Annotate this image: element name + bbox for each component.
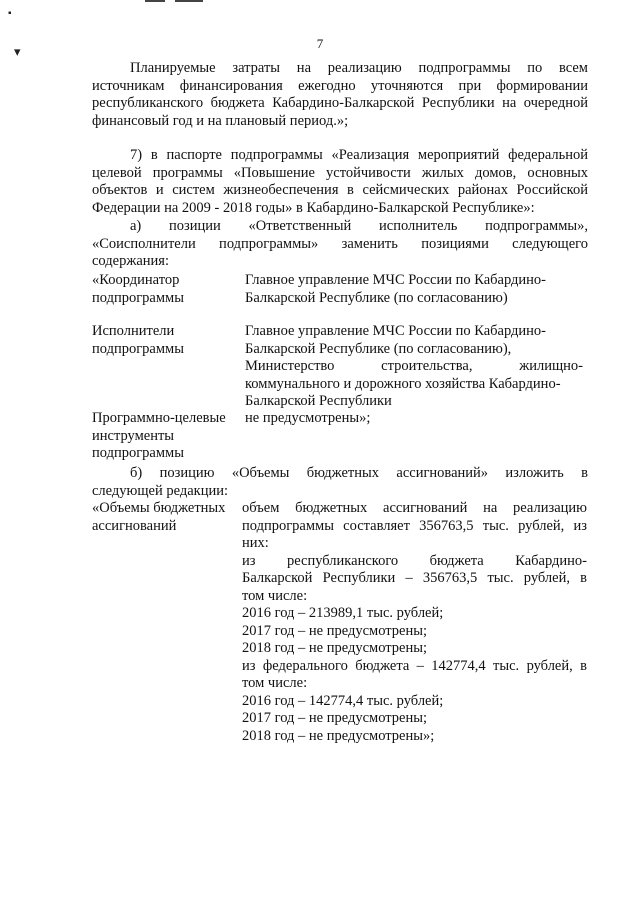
value-line: Балкарской Республике (по согласованию) <box>245 289 508 306</box>
value-line: объем бюджетных ассигнований на реализацию <box>242 500 587 516</box>
text-line: 7) в паспорте подпрограммы «Реализация мероприятий федеральной <box>130 147 588 163</box>
text-line: целевой программы «Повышение устойчивости жилых домов, основных <box>92 164 588 181</box>
label-line: инструменты <box>92 427 175 444</box>
value-line: 2018 год – не предусмотрены»; <box>242 727 435 744</box>
text-line: «Соисполнители подпрограммы» заменить позициями следующего <box>92 235 588 252</box>
value-line: 2017 год – не предусмотрены; <box>242 710 428 726</box>
text-line: а) позиции «Ответственный исполнитель подпрограммы», <box>130 218 588 234</box>
value-line: Министерство строительства, жилищно- <box>245 358 583 374</box>
text-line: республиканского бюджета Кабардино-Балкарской Республики на очередной <box>92 95 588 111</box>
value-line: не предусмотрены»; <box>245 410 371 426</box>
row-value <box>245 410 583 428</box>
value-line: 2017 год – не предусмотрены; <box>242 622 428 639</box>
scan-artifact-mark: ▾ <box>14 44 21 59</box>
paragraph-passport <box>92 147 588 217</box>
row-label <box>92 323 242 358</box>
text-line: объектов и систем жизнеобеспечения в сейсмических районах Российской <box>92 182 588 198</box>
text-line: содержания: <box>92 253 170 269</box>
label-line: Программно-целевые <box>92 410 226 426</box>
label-line: подпрограммы <box>92 445 184 461</box>
value-line: том числе: <box>242 587 308 604</box>
label-line: Исполнители <box>92 323 175 339</box>
paragraph-planned-costs <box>92 60 588 130</box>
value-line: 2016 год – 213989,1 тыс. рублей; <box>242 605 444 621</box>
value-line: 2016 год – 142774,4 тыс. рублей; <box>242 692 444 709</box>
text-line: Планируемые затраты на реализацию подпрограммы по всем <box>130 60 588 76</box>
value-line: из республиканского бюджета Кабардино- <box>242 552 587 569</box>
value-line: Главное управление МЧС России по Кабардино- <box>245 323 547 339</box>
scan-artifact-mark: ▪ <box>8 8 12 19</box>
text-line: б) позицию «Объемы бюджетных ассигнований» изложить в <box>130 465 588 481</box>
scan-artifact-line <box>175 0 203 2</box>
value-line: Балкарской Республики <box>245 393 392 409</box>
value-line: из федерального бюджета – 142774,4 тыс. рублей, в <box>242 657 587 674</box>
value-line: них: <box>242 535 269 551</box>
text-line: следующей редакции: <box>92 482 229 499</box>
row-value <box>245 272 583 307</box>
label-line: «Координатор <box>92 272 180 288</box>
value-line: 2018 год – не предусмотрены; <box>242 640 428 656</box>
scan-artifact-line <box>145 0 165 2</box>
value-line: коммунального и дорожного хозяйства Кабардино- <box>245 375 561 392</box>
label-line: подпрограммы <box>92 289 184 306</box>
row-label <box>92 410 242 463</box>
value-line: Главное управление МЧС России по Кабардино- <box>245 272 547 288</box>
row-value <box>245 323 583 411</box>
label-line: подпрограммы <box>92 340 184 357</box>
row-label <box>92 500 242 535</box>
value-line: том числе: <box>242 675 308 691</box>
value-line: Балкарской Республики – 356763,5 тыс. рублей, в <box>242 570 587 586</box>
text-line: Федерации на 2009 - 2018 годы» в Кабардино-Балкарской Республике»: <box>92 199 535 216</box>
row-label <box>92 272 242 307</box>
label-line: «Объемы бюджетных <box>92 500 226 516</box>
text-line: финансовый год и на плановый период.»; <box>92 112 349 129</box>
paragraph-replace-positions <box>92 218 588 271</box>
text-line: источникам финансирования ежегодно уточняются при формировании <box>92 77 588 94</box>
paragraph-budget-position <box>92 465 588 500</box>
row-value <box>242 500 587 745</box>
value-line: Балкарской Республике (по согласованию), <box>245 340 512 357</box>
label-line: ассигнований <box>92 517 177 534</box>
page-number: 7 <box>316 36 324 51</box>
value-line: подпрограммы составляет 356763,5 тыс. рублей, из <box>242 517 587 534</box>
